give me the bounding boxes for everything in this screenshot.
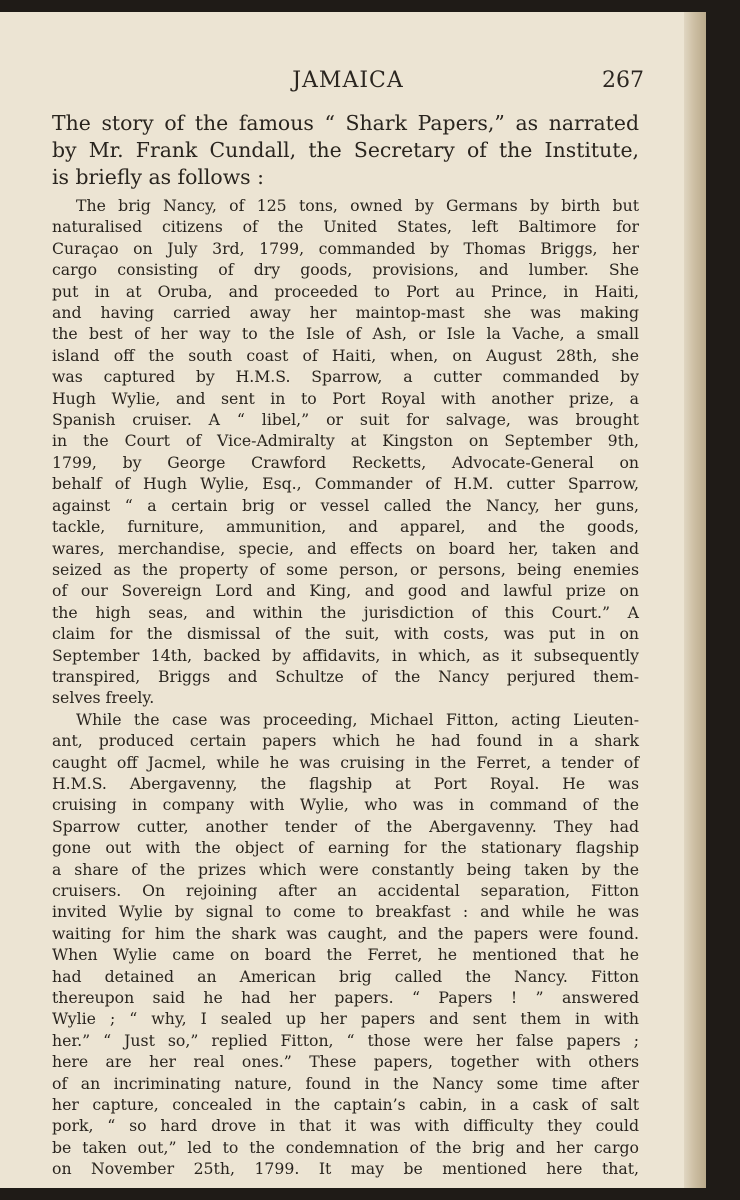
body-line: Sparrow cutter, another tender of the Abergavenny. They had xyxy=(52,816,639,836)
body-line: here are her real ones.” These papers, together with others xyxy=(52,1052,639,1072)
body-line: waiting for him the shark was caught, and the papers were found. xyxy=(52,923,639,943)
body-line: transpired, Briggs and Schultze of the Nancy perjured them- xyxy=(52,666,639,686)
body-line: behalf of Hugh Wylie, Esq., Commander of H.M. cutter Sparrow, xyxy=(52,474,639,494)
body-line: cruisers. On rejoining after an accidental separation, Fitton xyxy=(52,881,639,900)
book-page xyxy=(0,12,706,1188)
body-line: against “ a certain brig or vessel called the Nancy, her guns, xyxy=(52,495,639,515)
body-line: While the case was proceeding, Michael Fitton, acting Lieuten- xyxy=(76,709,639,729)
body-line: thereupon said he had her papers. “ Papers ! ” answered xyxy=(52,988,639,1008)
body-line: tackle, furniture, ammunition, and apparel, and the goods, xyxy=(52,517,639,537)
body-line: ant, produced certain papers which he had found in a shark xyxy=(52,731,639,751)
body-line: 1799, by George Crawford Recketts, Advocate-General on xyxy=(52,452,639,472)
body-line: was captured by H.M.S. Sparrow, a cutter commanded by xyxy=(52,367,639,387)
body-line: selves freely. xyxy=(52,688,155,708)
intro-line: is briefly as follows : xyxy=(52,165,264,189)
body-line: claim for the dismissal of the suit, with costs, was put in on xyxy=(52,624,639,644)
running-title: JAMAICA xyxy=(292,68,404,93)
body-line: and having carried away her maintop-mast she was making xyxy=(52,303,639,323)
body-line: gone out with the object of earning for the stationary flagship xyxy=(52,838,639,858)
body-line: Curaçao on July 3rd, 1799, commanded by Thomas Briggs, her xyxy=(52,238,639,258)
body-line: seized as the property of some person, or persons, being enemies xyxy=(52,559,639,579)
body-line: had detained an American brig called the Nancy. Fitton xyxy=(52,966,639,986)
body-line: The brig Nancy, of 125 tons, owned by Germans by birth but xyxy=(76,196,639,215)
body-line: island off the south coast of Haiti, when, on August 28th, she xyxy=(52,345,639,365)
body-line: a share of the prizes which were constantly being taken by the xyxy=(52,859,639,879)
page-header xyxy=(50,62,646,102)
page-number: 267 xyxy=(602,68,644,93)
body-line: Spanish cruiser. A “ libel,” or suit for salvage, was brought xyxy=(52,410,639,430)
body-line: Wylie ; “ why, I sealed up her papers and sent them in with xyxy=(52,1009,639,1029)
body-line: invited Wylie by signal to come to breakfast : and while he was xyxy=(52,902,639,922)
body-line: wares, merchandise, specie, and effects on board her, taken and xyxy=(52,538,639,558)
intro-line: The story of the famous “ Shark Papers,” as narrated xyxy=(52,111,639,135)
body-line: naturalised citizens of the United States, left Baltimore for xyxy=(52,217,639,237)
body-line: caught off Jacmel, while he was cruising in the Ferret, a tender of xyxy=(52,752,639,772)
body-text xyxy=(52,195,639,1180)
body-line: pork, “ so hard drove in that it was with difficulty they could xyxy=(52,1116,639,1136)
body-line: be taken out,” led to the condemnation of the brig and her cargo xyxy=(52,1137,639,1157)
body-line: Hugh Wylie, and sent in to Port Royal with another prize, a xyxy=(52,388,639,408)
page-edge xyxy=(684,12,706,1188)
body-line: of an incriminating nature, found in the Nancy some time after xyxy=(52,1073,639,1093)
body-line: the best of her way to the Isle of Ash, or Isle la Vache, a small xyxy=(52,324,639,344)
body-line: cargo consisting of dry goods, provisions, and lumber. She xyxy=(52,260,639,280)
body-line: September 14th, backed by affidavits, in which, as it subsequently xyxy=(52,645,639,665)
body-line: in the Court of Vice-Admiralty at Kingston on September 9th, xyxy=(52,431,639,451)
body-line: cruising in company with Wylie, who was in command of the xyxy=(52,795,639,815)
body-line: on November 25th, 1799. It may be mentioned here that, xyxy=(52,1159,639,1179)
body-line: her.” “ Just so,” replied Fitton, “ those were her false papers ; xyxy=(52,1030,639,1050)
body-line: H.M.S. Abergavenny, the flagship at Port Royal. He was xyxy=(52,773,639,793)
intro-paragraph xyxy=(52,110,639,191)
body-line: the high seas, and within the jurisdiction of this Court.” A xyxy=(52,602,639,622)
intro-line: by Mr. Frank Cundall, the Secretary of the Institute, xyxy=(52,138,639,162)
body-line: When Wylie came on board the Ferret, he mentioned that he xyxy=(52,945,639,965)
body-line: her capture, concealed in the captain’s cabin, in a cask of salt xyxy=(52,1095,639,1115)
body-line: of our Sovereign Lord and King, and good and lawful prize on xyxy=(52,581,639,601)
body-line: put in at Oruba, and proceeded to Port au Prince, in Haiti, xyxy=(52,281,639,301)
